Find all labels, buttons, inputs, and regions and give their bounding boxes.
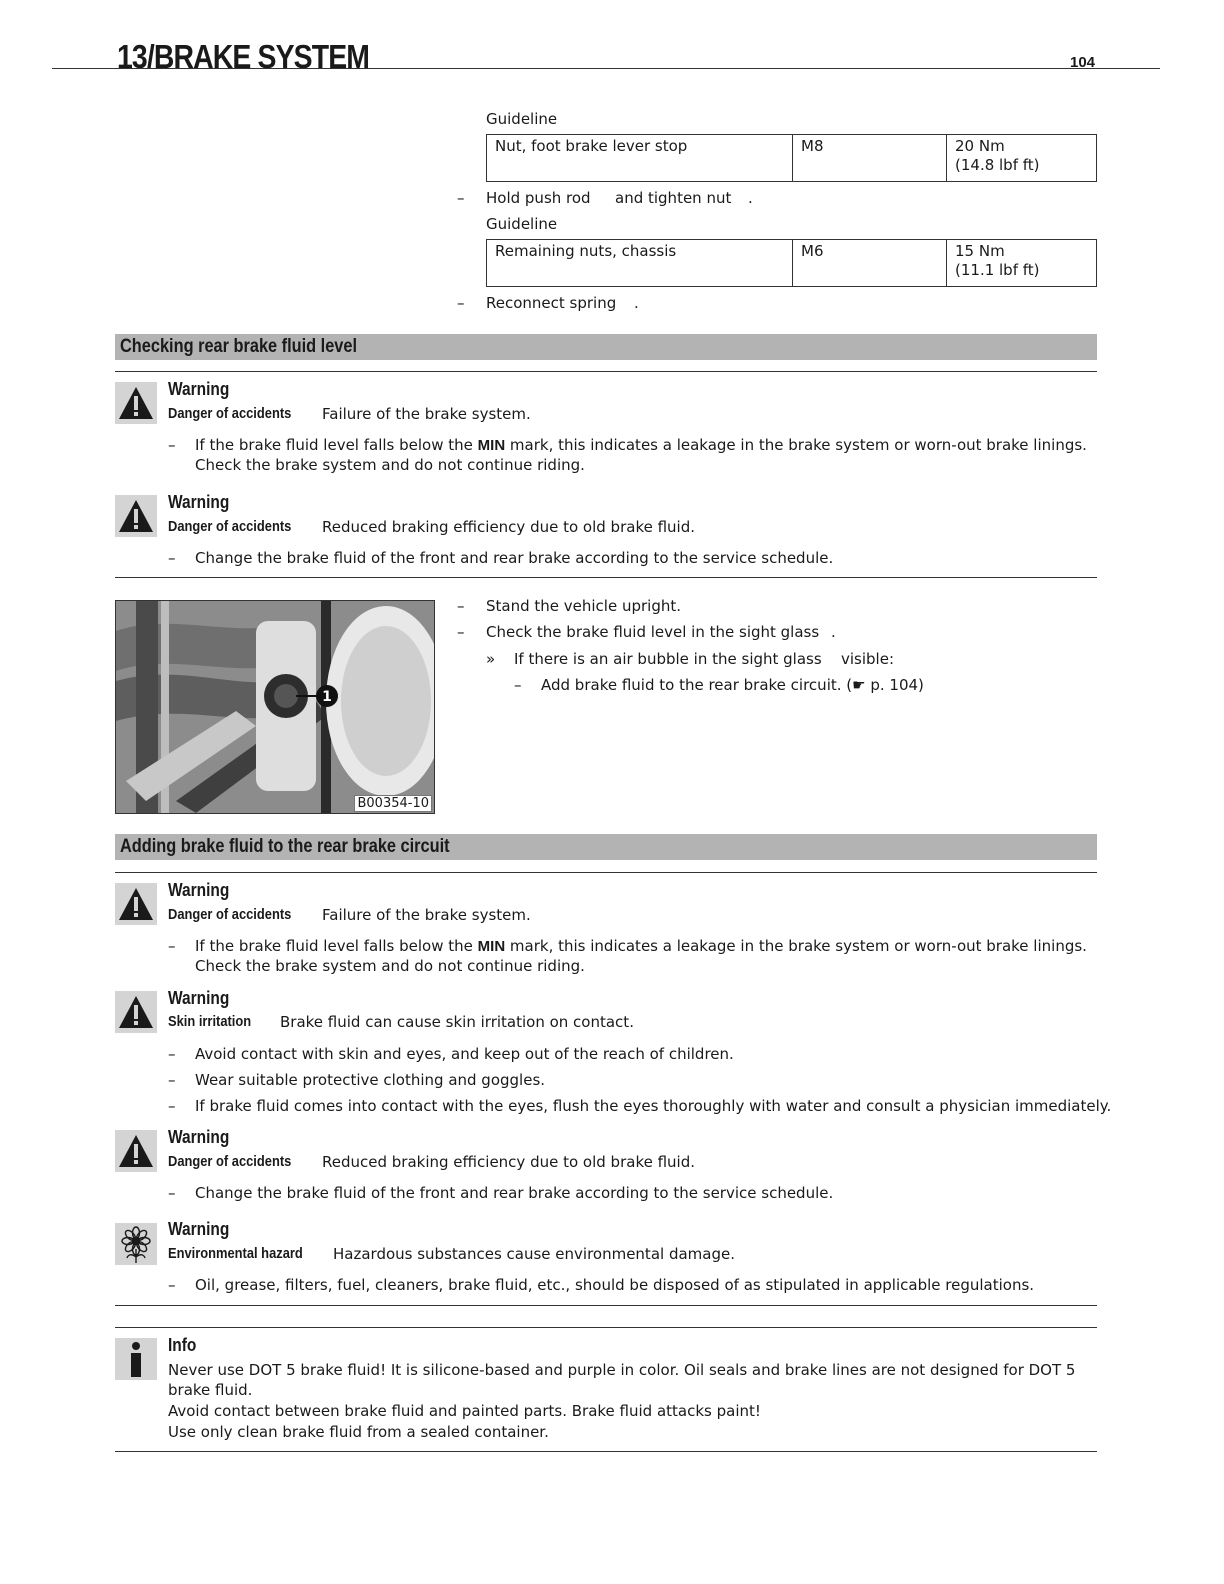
step-text: .: [831, 623, 836, 641]
warning-triangle-icon: [115, 991, 157, 1033]
warning-item: Check the brake system and do not continue riding.: [195, 456, 585, 474]
pointing-hand-icon: ☛: [852, 676, 866, 694]
step-text: .: [748, 189, 753, 207]
torque-table-2: [486, 239, 1097, 287]
torque-part: Nut, foot brake lever stop: [487, 135, 793, 182]
brake-reservoir-photo: [115, 600, 435, 814]
info-text: brake fluid.: [168, 1381, 253, 1399]
torque-part: Remaining nuts, chassis: [487, 240, 793, 287]
info-title: Info: [168, 1335, 197, 1355]
warning-title: Warning: [168, 880, 230, 900]
list-dash: –: [168, 1071, 176, 1089]
warning-title: Warning: [168, 492, 230, 512]
list-dash: –: [168, 1276, 176, 1294]
warning-item: Change the brake fluid of the front and rear brake according to the service schedule.: [195, 1184, 834, 1202]
info-text: Use only clean brake fluid from a sealed container.: [168, 1423, 549, 1441]
warning-item: Check the brake system and do not continue riding.: [195, 957, 585, 975]
step-text: Hold push rod: [486, 189, 591, 207]
warning-item: If the brake fluid level falls below the MIN mark, this indicates a leakage in the brake system or worn-out brake linings.: [195, 937, 1087, 955]
guideline-label: Guideline: [486, 110, 558, 128]
list-dash: –: [168, 937, 176, 955]
warning-label: Danger of accidents: [168, 1153, 292, 1170]
torque-table-1: [486, 134, 1097, 182]
info-text: Never use DOT 5 brake fluid! It is silicone-based and purple in color. Oil seals and brake lines are not designed for DOT 5: [168, 1361, 1076, 1379]
warning-label: Danger of accidents: [168, 906, 292, 923]
warning-item: Avoid contact with skin and eyes, and keep out of the reach of children.: [195, 1045, 734, 1063]
section-rule: [115, 1305, 1097, 1306]
condition-text: If there is an air bubble in the sight glass: [514, 650, 822, 668]
warning-text: Failure of the brake system.: [322, 906, 531, 924]
section-rule: [115, 371, 1097, 372]
warning-text: Failure of the brake system.: [322, 405, 531, 423]
section-heading: Adding brake fluid to the rear brake circuit: [115, 834, 1097, 860]
photo-callout-1: 1: [322, 689, 332, 705]
warning-item: Change the brake fluid of the front and rear brake according to the service schedule.: [195, 549, 834, 567]
condition-text: visible:: [841, 650, 894, 668]
page-number: 104: [1070, 54, 1096, 71]
photo-illustration: [116, 601, 434, 813]
warning-text: Reduced braking efficiency due to old brake fluid.: [322, 518, 696, 536]
warning-label: Skin irritation: [168, 1013, 252, 1030]
warning-title: Warning: [168, 1219, 230, 1239]
list-dash: –: [457, 294, 465, 312]
warning-item: If brake fluid comes into contact with the eyes, flush the eyes thoroughly with water and consult a physician immediately.: [195, 1097, 1112, 1115]
torque-value: 15 Nm (11.1 lbf ft): [947, 240, 1097, 287]
environment-flower-icon: [115, 1223, 157, 1265]
header-rule: [52, 68, 1160, 69]
list-dash: –: [514, 676, 522, 694]
step-text: and tighten nut: [615, 189, 732, 207]
list-dash: –: [168, 436, 176, 454]
chapter-title: 13/BRAKE SYSTEM: [117, 38, 370, 75]
warning-title: Warning: [168, 988, 230, 1008]
info-rule-top: [115, 1327, 1097, 1328]
warning-triangle-icon: [115, 382, 157, 424]
section-rule: [115, 577, 1097, 578]
step-text: Reconnect spring: [486, 294, 617, 312]
warning-title: Warning: [168, 379, 230, 399]
warning-triangle-icon: [115, 1130, 157, 1172]
warning-label: Danger of accidents: [168, 518, 292, 535]
warning-triangle-icon: [115, 883, 157, 925]
torque-thread: M8: [793, 135, 947, 182]
info-text: Avoid contact between brake fluid and painted parts. Brake fluid attacks paint!: [168, 1402, 761, 1420]
warning-triangle-icon: [115, 495, 157, 537]
list-dash: –: [168, 1184, 176, 1202]
list-dash: –: [457, 597, 465, 615]
warning-item: Oil, grease, filters, fuel, cleaners, brake fluid, etc., should be disposed of as stipulated in applicable regulations.: [195, 1276, 1035, 1294]
list-dash: –: [168, 1045, 176, 1063]
cross-reference[interactable]: Add brake fluid to the rear brake circuit. (☛ p. 104): [541, 676, 924, 694]
warning-label: Danger of accidents: [168, 405, 292, 422]
warning-label: Environmental hazard: [168, 1245, 303, 1262]
warning-text: Brake fluid can cause skin irritation on contact.: [280, 1013, 634, 1031]
warning-item: Wear suitable protective clothing and goggles.: [195, 1071, 546, 1089]
warning-title: Warning: [168, 1127, 230, 1147]
warning-item: If the brake fluid level falls below the MIN mark, this indicates a leakage in the brake system or worn-out brake linings.: [195, 436, 1087, 454]
list-dash: –: [168, 1097, 176, 1115]
list-dash: –: [168, 549, 176, 567]
list-dash: –: [457, 623, 465, 641]
photo-reference: B00354-10: [354, 795, 432, 812]
warning-text: Reduced braking efficiency due to old brake fluid.: [322, 1153, 696, 1171]
info-icon: [115, 1338, 157, 1380]
guideline-label: Guideline: [486, 215, 558, 233]
list-dash: –: [457, 189, 465, 207]
section-rule: [115, 872, 1097, 873]
condition-bullet: »: [486, 650, 496, 668]
info-rule-bottom: [115, 1451, 1097, 1452]
step-text: .: [634, 294, 639, 312]
step-text: Stand the vehicle upright.: [486, 597, 682, 615]
section-heading: Checking rear brake fluid level: [115, 334, 1097, 360]
torque-thread: M6: [793, 240, 947, 287]
torque-value: 20 Nm (14.8 lbf ft): [947, 135, 1097, 182]
warning-text: Hazardous substances cause environmental damage.: [333, 1245, 735, 1263]
step-text: Check the brake fluid level in the sight glass: [486, 623, 820, 641]
